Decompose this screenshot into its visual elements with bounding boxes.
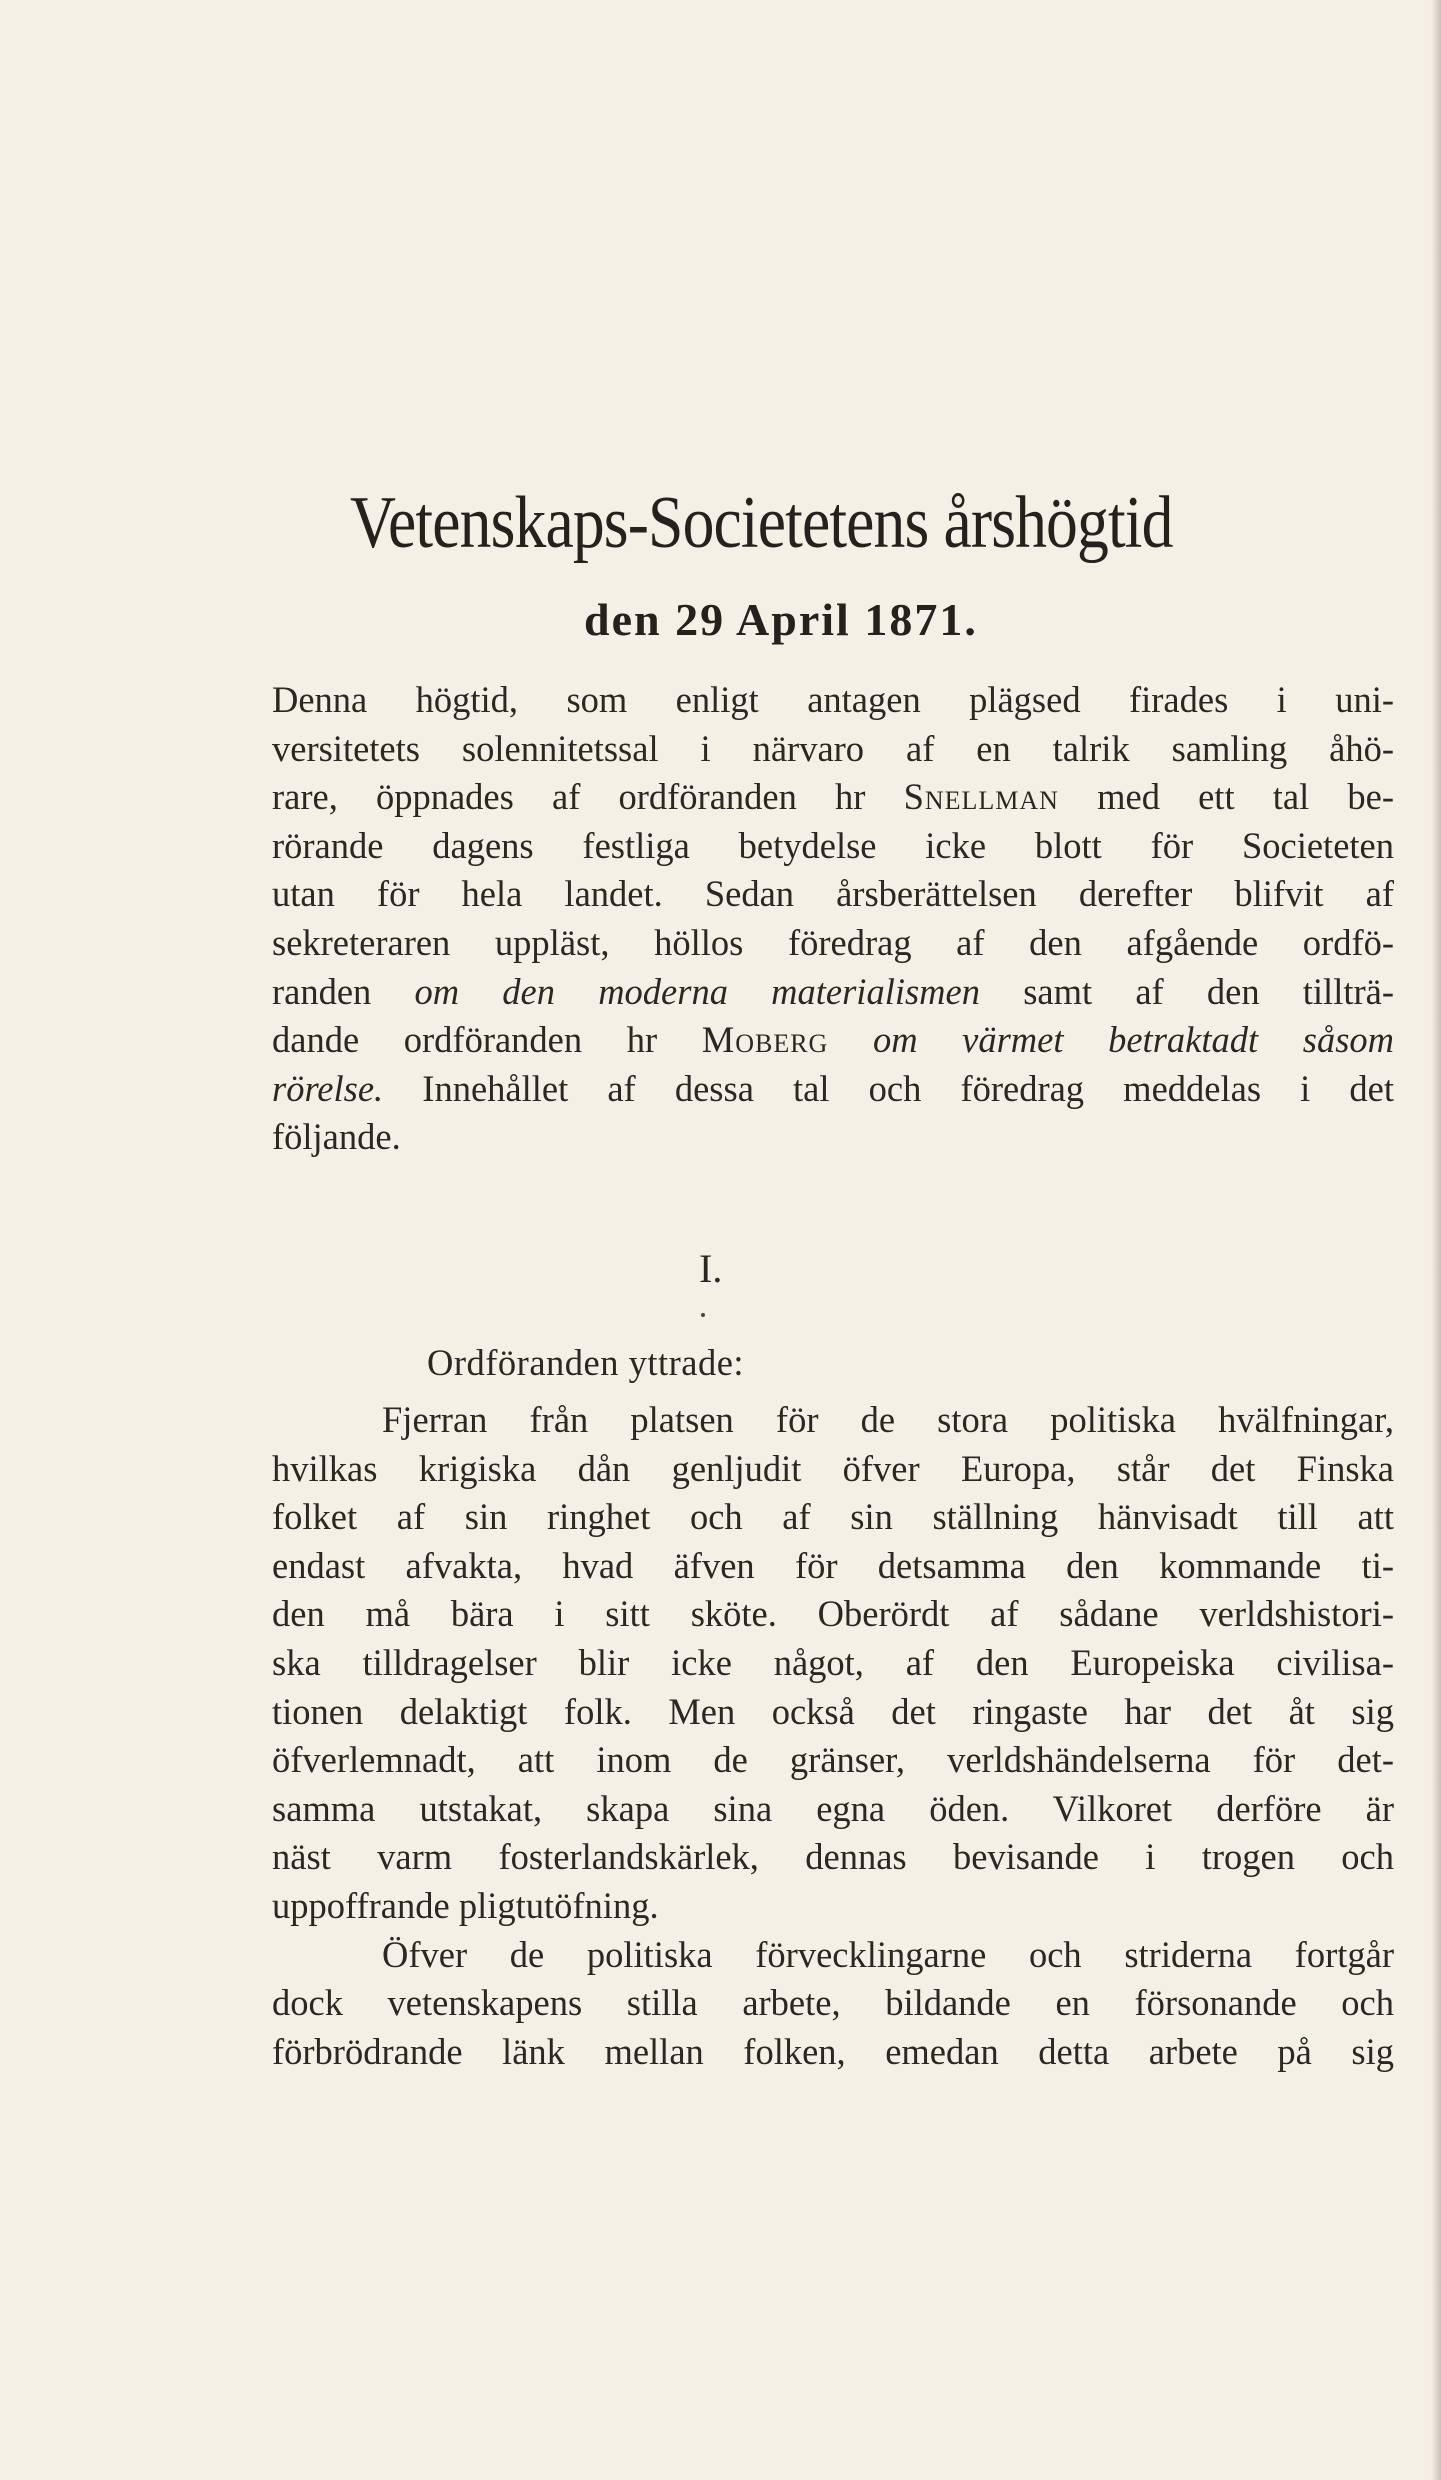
print-speck [701,1313,705,1317]
text-run: rörande dagens festliga betydelse icke blott för Societeten [272,824,1394,866]
text-run: om den moderna materialismen [414,970,980,1012]
text-line: dock vetenskapens stilla arbete, bildande en försonande och [272,1982,1394,2024]
text-run: rörelse. [272,1067,384,1109]
page-title: Vetenskaps-Societetens årshögtid [350,482,1173,564]
text-run [828,1019,873,1060]
text-line [272,725,1394,774]
text-line [272,676,1394,725]
text-line [272,1016,1394,1065]
text-run: med ett tal be- [1058,776,1394,818]
text-run: samt af den tillträ- [980,970,1394,1012]
text-line [272,1065,1394,1114]
body-paragraph [272,1396,1394,2076]
text-run: Denna högtid, som enligt antagen plägsed firades i uni- [272,679,1394,720]
text-run: Snellman [903,776,1059,818]
text-run: dande ordföranden hr [272,1019,702,1061]
intro-paragraph [272,676,1394,1162]
text-line: den må bära i sitt sköte. Oberördt af sådane verldshistori- [272,1593,1394,1635]
text-line: samma utstakat, skapa sina egna öden. Vilkoret derföre är [272,1787,1394,1829]
text-run: om värmet betraktadt såsom [872,1019,1395,1061]
date-line: den 29 April 1871. [584,594,978,645]
text-run: utan för hela landet. Sedan årsberättelsen derefter blifvit af [272,873,1394,915]
page-edge-shadow [1431,0,1441,2480]
text-line [272,919,1394,968]
text-line [272,773,1394,822]
text-line: ska tilldragelser blir icke något, af den Europeiska civilisa- [272,1641,1394,1683]
text-line [272,1113,1394,1162]
text-run: följande. [272,1116,401,1158]
text-line: Öfver de politiska förvecklingarne och striderna fortgår [382,1933,1394,1975]
text-run: randen [272,970,415,1012]
text-line [272,968,1394,1017]
text-line: öfverlemnadt, att inom de gränser, verldshändelserna för det- [272,1739,1394,1781]
text-run: sekreteraren uppläst, höllos föredrag af den afgående ordfö- [272,921,1394,963]
lead-in-line: Ordföranden yttrade: [427,1342,745,1383]
text-line: tionen delaktigt folk. Men också det ringaste har det åt sig [272,1690,1394,1732]
text-line: förbrödrande länk mellan folken, emedan detta arbete på sig [272,2030,1394,2072]
text-run: Innehållet af dessa tal och föredrag meddelas i det [383,1067,1394,1109]
text-line [272,870,1394,919]
text-run: versitetets solennitetssal i närvaro af en talrik samling åhö- [272,727,1394,769]
text-line: endast afvakta, hvad äfven för detsamma den kommande ti- [272,1544,1394,1586]
text-line: näst varm fosterlandskärlek, dennas bevisande i trogen och [272,1836,1394,1878]
text-run: Moberg [701,1019,829,1061]
text-line: Fjerran från platsen för de stora politiska hvälfningar, [382,1399,1394,1440]
text-line [272,822,1394,871]
section-number: I. [699,1246,723,1291]
text-line: folket af sin ringhet och af sin ställning hänvisadt till att [272,1496,1394,1538]
text-line: hvilkas krigiska dån genljudit öfver Europa, står det Finska [272,1447,1394,1489]
text-line: uppoffrande pligtutöfning. [272,1884,659,1926]
text-run: rare, öppnades af ordföranden hr [272,776,904,818]
